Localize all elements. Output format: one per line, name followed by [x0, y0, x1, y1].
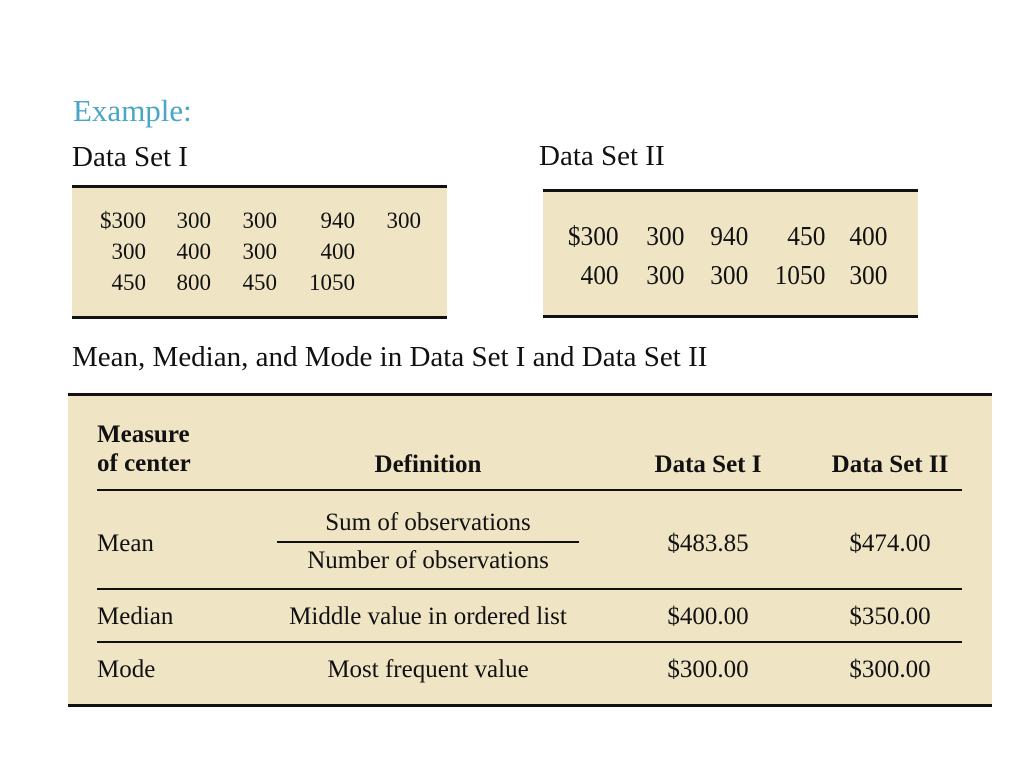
- data-set-2-table: [543, 189, 918, 318]
- divider: [97, 641, 962, 643]
- table-cell: 300: [242, 238, 277, 264]
- table-cell: 450: [787, 221, 826, 251]
- table-cell: $300: [567, 221, 619, 251]
- mode-data-set-1-value: $300.00: [667, 656, 749, 683]
- table-row: [94, 267, 421, 298]
- table-cell: 400: [580, 260, 619, 290]
- data-set-2-grid: [565, 217, 887, 295]
- table-cell: 450: [242, 269, 277, 295]
- table-cell: 300: [176, 207, 211, 233]
- table-row: [94, 205, 421, 236]
- mean-data-set-2-value: $474.00: [849, 530, 931, 557]
- table-cell: 400: [320, 238, 355, 264]
- data-set-1-title: Data Set I: [72, 141, 188, 173]
- table-cell: 300: [646, 221, 685, 251]
- example-label: Example:: [73, 93, 192, 128]
- median-label: Median: [97, 603, 174, 630]
- data-set-1-table: [72, 185, 447, 319]
- mean-data-set-1-value: $483.85: [667, 530, 749, 557]
- median-data-set-1-value: $400.00: [667, 603, 749, 630]
- header-measure-of-center: [97, 420, 191, 478]
- table-cell: 300: [849, 260, 888, 290]
- mode-definition: Most frequent value: [327, 656, 529, 683]
- table-cell: 1050: [774, 260, 826, 290]
- mean-definition-denominator: Number of observations: [307, 547, 549, 574]
- table-row: [94, 236, 421, 267]
- table-cell: 450: [111, 269, 146, 295]
- divider: [97, 588, 962, 590]
- header-data-set-2: Data Set II: [831, 451, 949, 478]
- comparison-table: [68, 393, 992, 707]
- header-definition: Definition: [374, 451, 482, 478]
- table-cell: 300: [646, 260, 685, 290]
- table-cell: 1050: [309, 269, 355, 295]
- table-cell: 800: [176, 269, 211, 295]
- header-data-set-1: Data Set I: [654, 451, 762, 478]
- table-cell: 940: [320, 207, 355, 233]
- table-cell: 400: [176, 238, 211, 264]
- data-set-1-grid: [94, 205, 421, 298]
- mode-label: Mode: [97, 656, 156, 683]
- comparison-heading: Mean, Median, and Mode in Data Set I and Data Set II: [72, 341, 708, 373]
- table-cell: [355, 236, 421, 267]
- mode-data-set-2-value: $300.00: [849, 656, 931, 683]
- table-cell: 300: [242, 207, 277, 233]
- table-cell: 400: [849, 221, 888, 251]
- mean-definition-fraction: [258, 508, 598, 576]
- mean-label: Mean: [97, 530, 154, 557]
- table-row: [565, 217, 887, 256]
- table-cell: 300: [111, 238, 146, 264]
- table-cell: $300: [100, 207, 146, 233]
- data-set-2-title: Data Set II: [539, 140, 665, 172]
- header-measure-line-2: of center: [97, 450, 191, 477]
- table-cell: [355, 267, 421, 298]
- header-measure-line-1: Measure: [97, 421, 190, 448]
- divider: [97, 489, 962, 491]
- median-data-set-2-value: $350.00: [849, 603, 931, 630]
- table-cell: 940: [710, 221, 749, 251]
- table-cell: 300: [386, 207, 421, 233]
- table-row: [565, 256, 887, 295]
- mean-definition-numerator: Sum of observations: [325, 509, 531, 536]
- median-definition: Middle value in ordered list: [289, 603, 567, 630]
- table-cell: 300: [710, 260, 749, 290]
